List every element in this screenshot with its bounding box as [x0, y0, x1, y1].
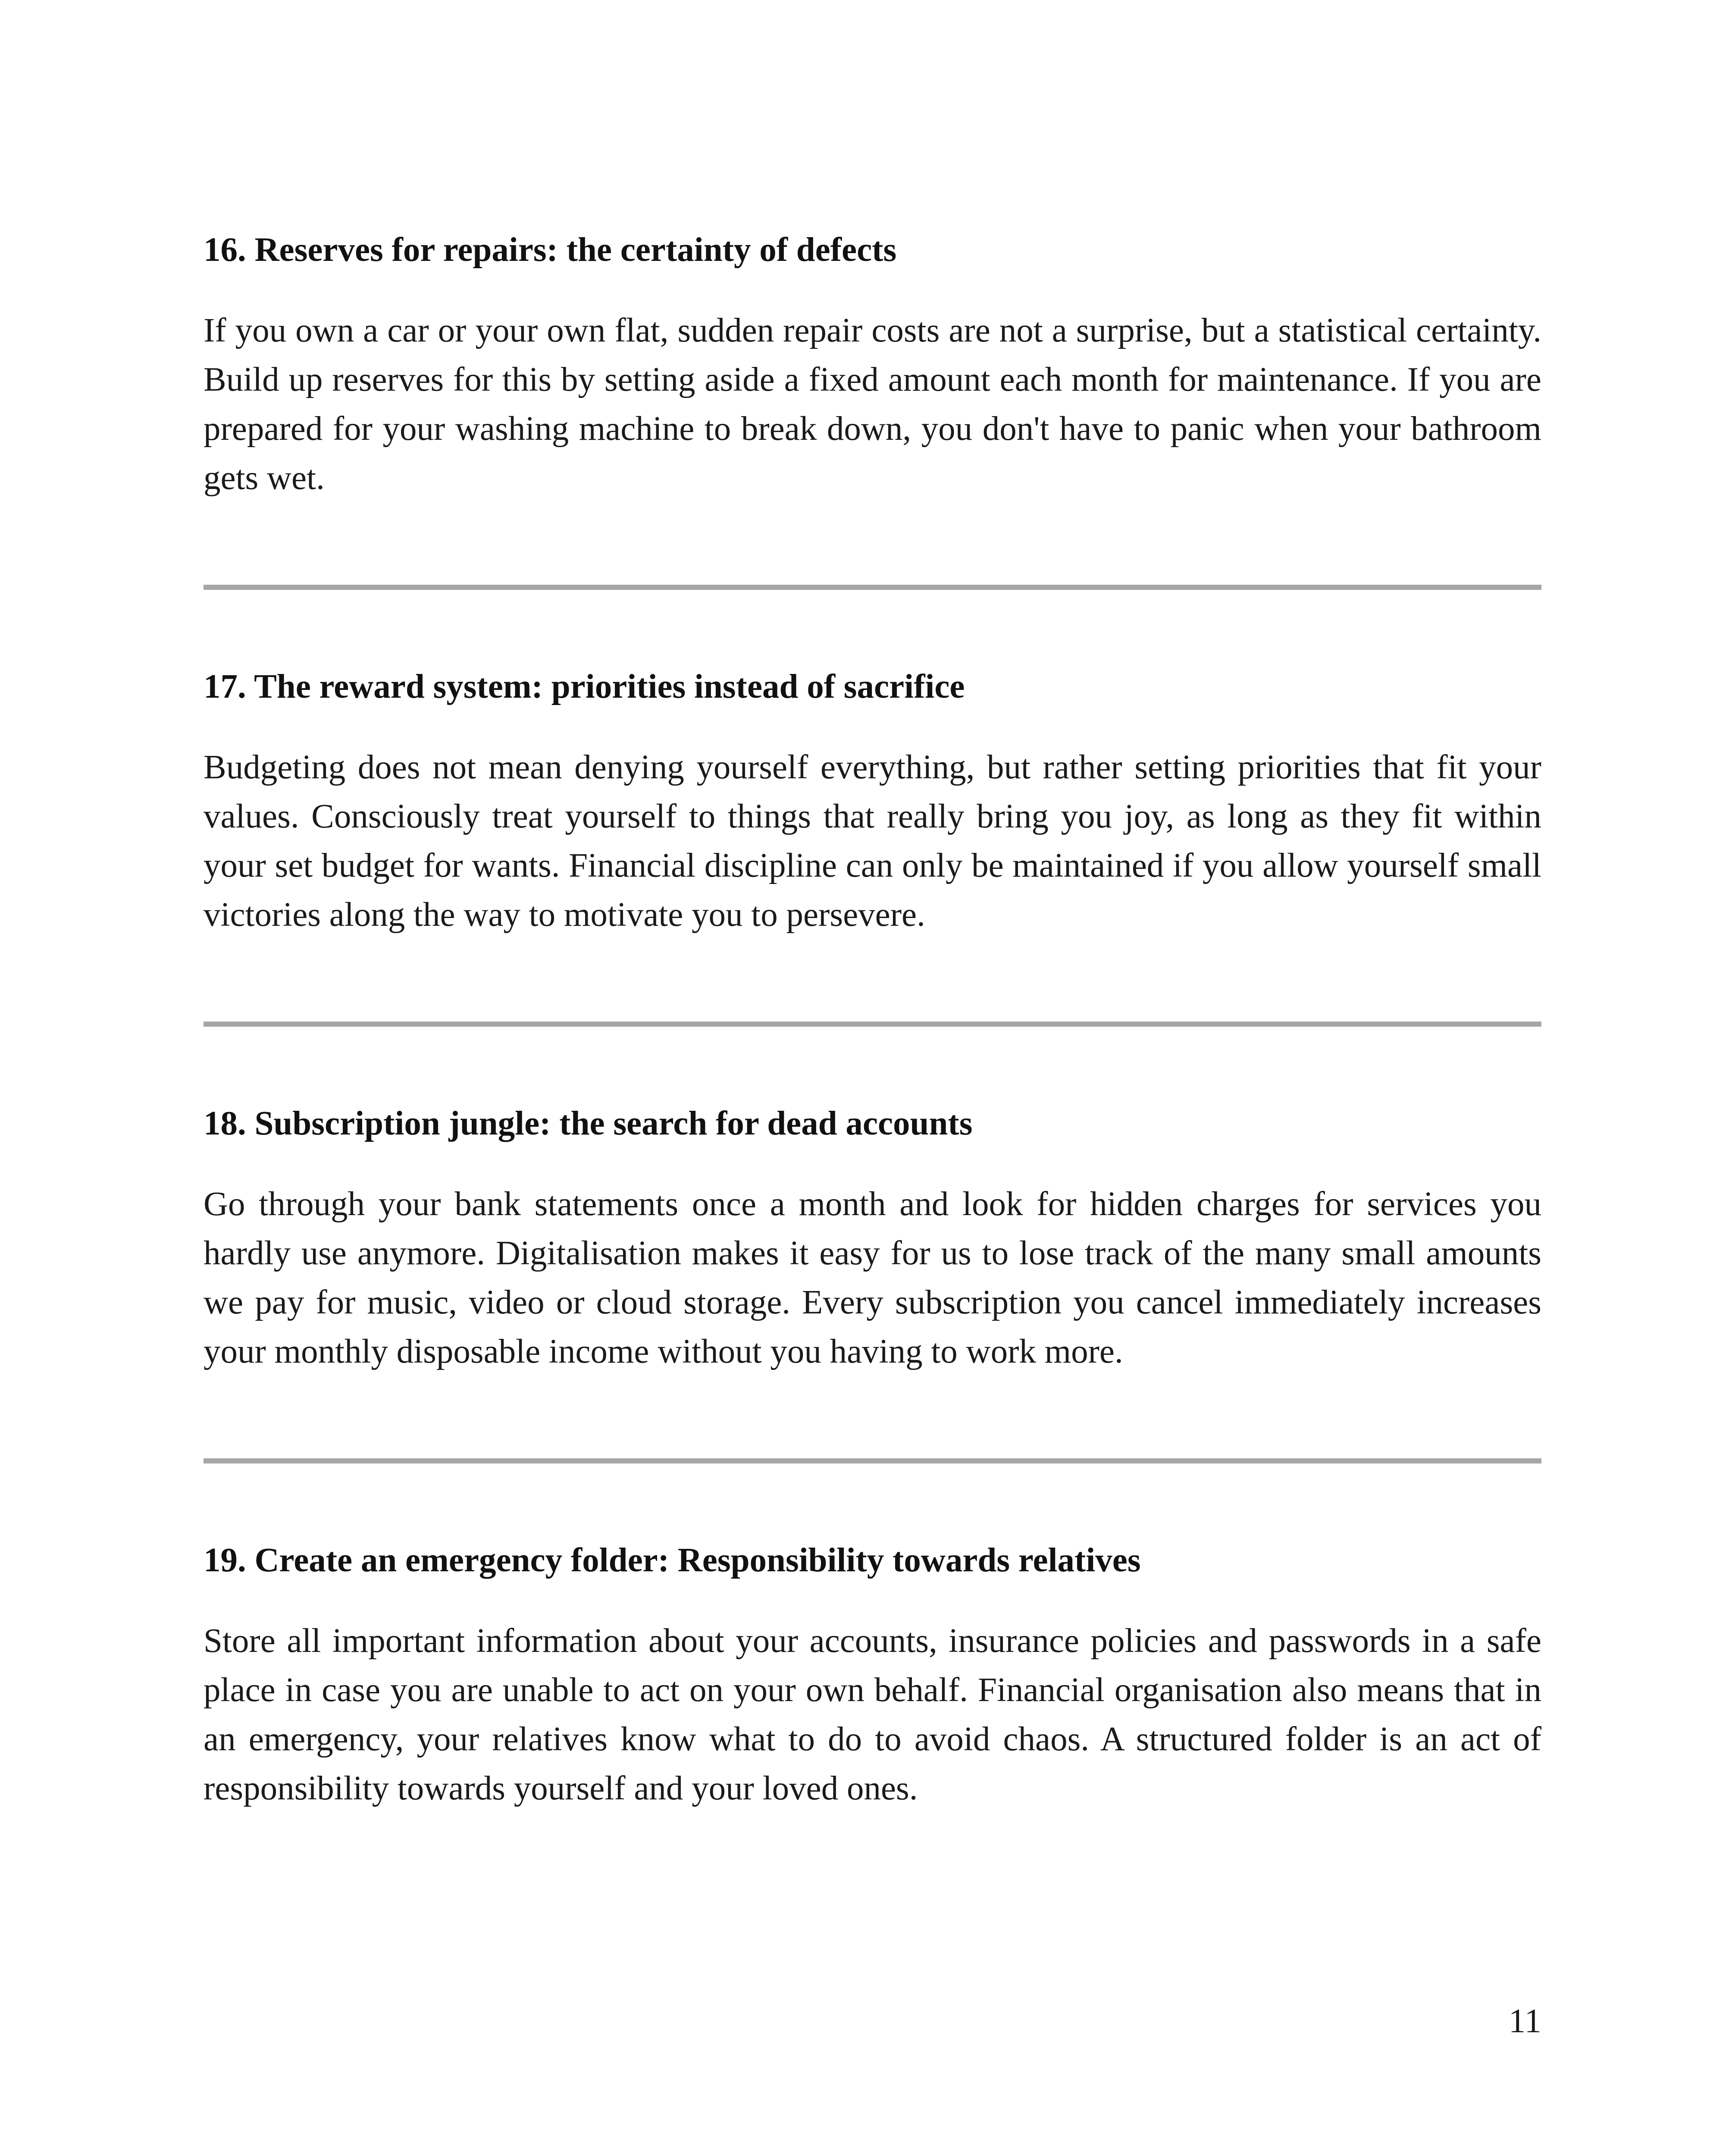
section-heading: 16. Reserves for repairs: the certainty of defects	[204, 231, 897, 269]
section-divider	[204, 1022, 1541, 1027]
section-heading: 17. The reward system: priorities instead of sacrifice	[204, 668, 965, 705]
section-divider	[204, 1458, 1541, 1463]
section-heading: 18. Subscription jungle: the search for dead accounts	[204, 1105, 973, 1142]
section-body: Store all important information about your accounts, insurance policies and passwords in a safe place in case you are unable to act on your own behalf. Financial organisation also means that in an emergency, your relatives know what to do to avoid chaos. A structured folder is an act of responsibility towards yourself and your loved ones.	[204, 1622, 1541, 1807]
section-divider	[204, 585, 1541, 590]
section-heading: 19. Create an emergency folder: Responsibility towards relatives	[204, 1542, 1141, 1579]
section-17	[204, 661, 1541, 940]
section-body: Go through your bank statements once a month and look for hidden charges for services you hardly use anymore. Digitalisation makes it easy for us to lose track of the many small amounts we pay for music, video or cloud storage. Every subscription you cancel immediately increases your monthly disposable income without you having to work more.	[204, 1185, 1541, 1370]
section-19	[204, 1535, 1541, 1813]
page-content	[204, 224, 1541, 1813]
section-18	[204, 1098, 1541, 1376]
page-number: 11	[1508, 2002, 1541, 2040]
section-body: Budgeting does not mean denying yourself everything, but rather setting priorities that fit your values. Consciously treat yourself to things that really bring you joy, as long as they fit within your set budget for wants. Financial discipline can only be maintained if you allow yourself small victories along the way to motivate you to persevere.	[204, 749, 1541, 934]
section-body: If you own a car or your own flat, sudden repair costs are not a surprise, but a statistical certainty. Build up reserves for this by setting aside a fixed amount each month for maintenance. If you are prepared for your washing machine to break down, you don't have to panic when your bathroom gets wet.	[204, 312, 1541, 497]
section-16	[204, 224, 1541, 503]
